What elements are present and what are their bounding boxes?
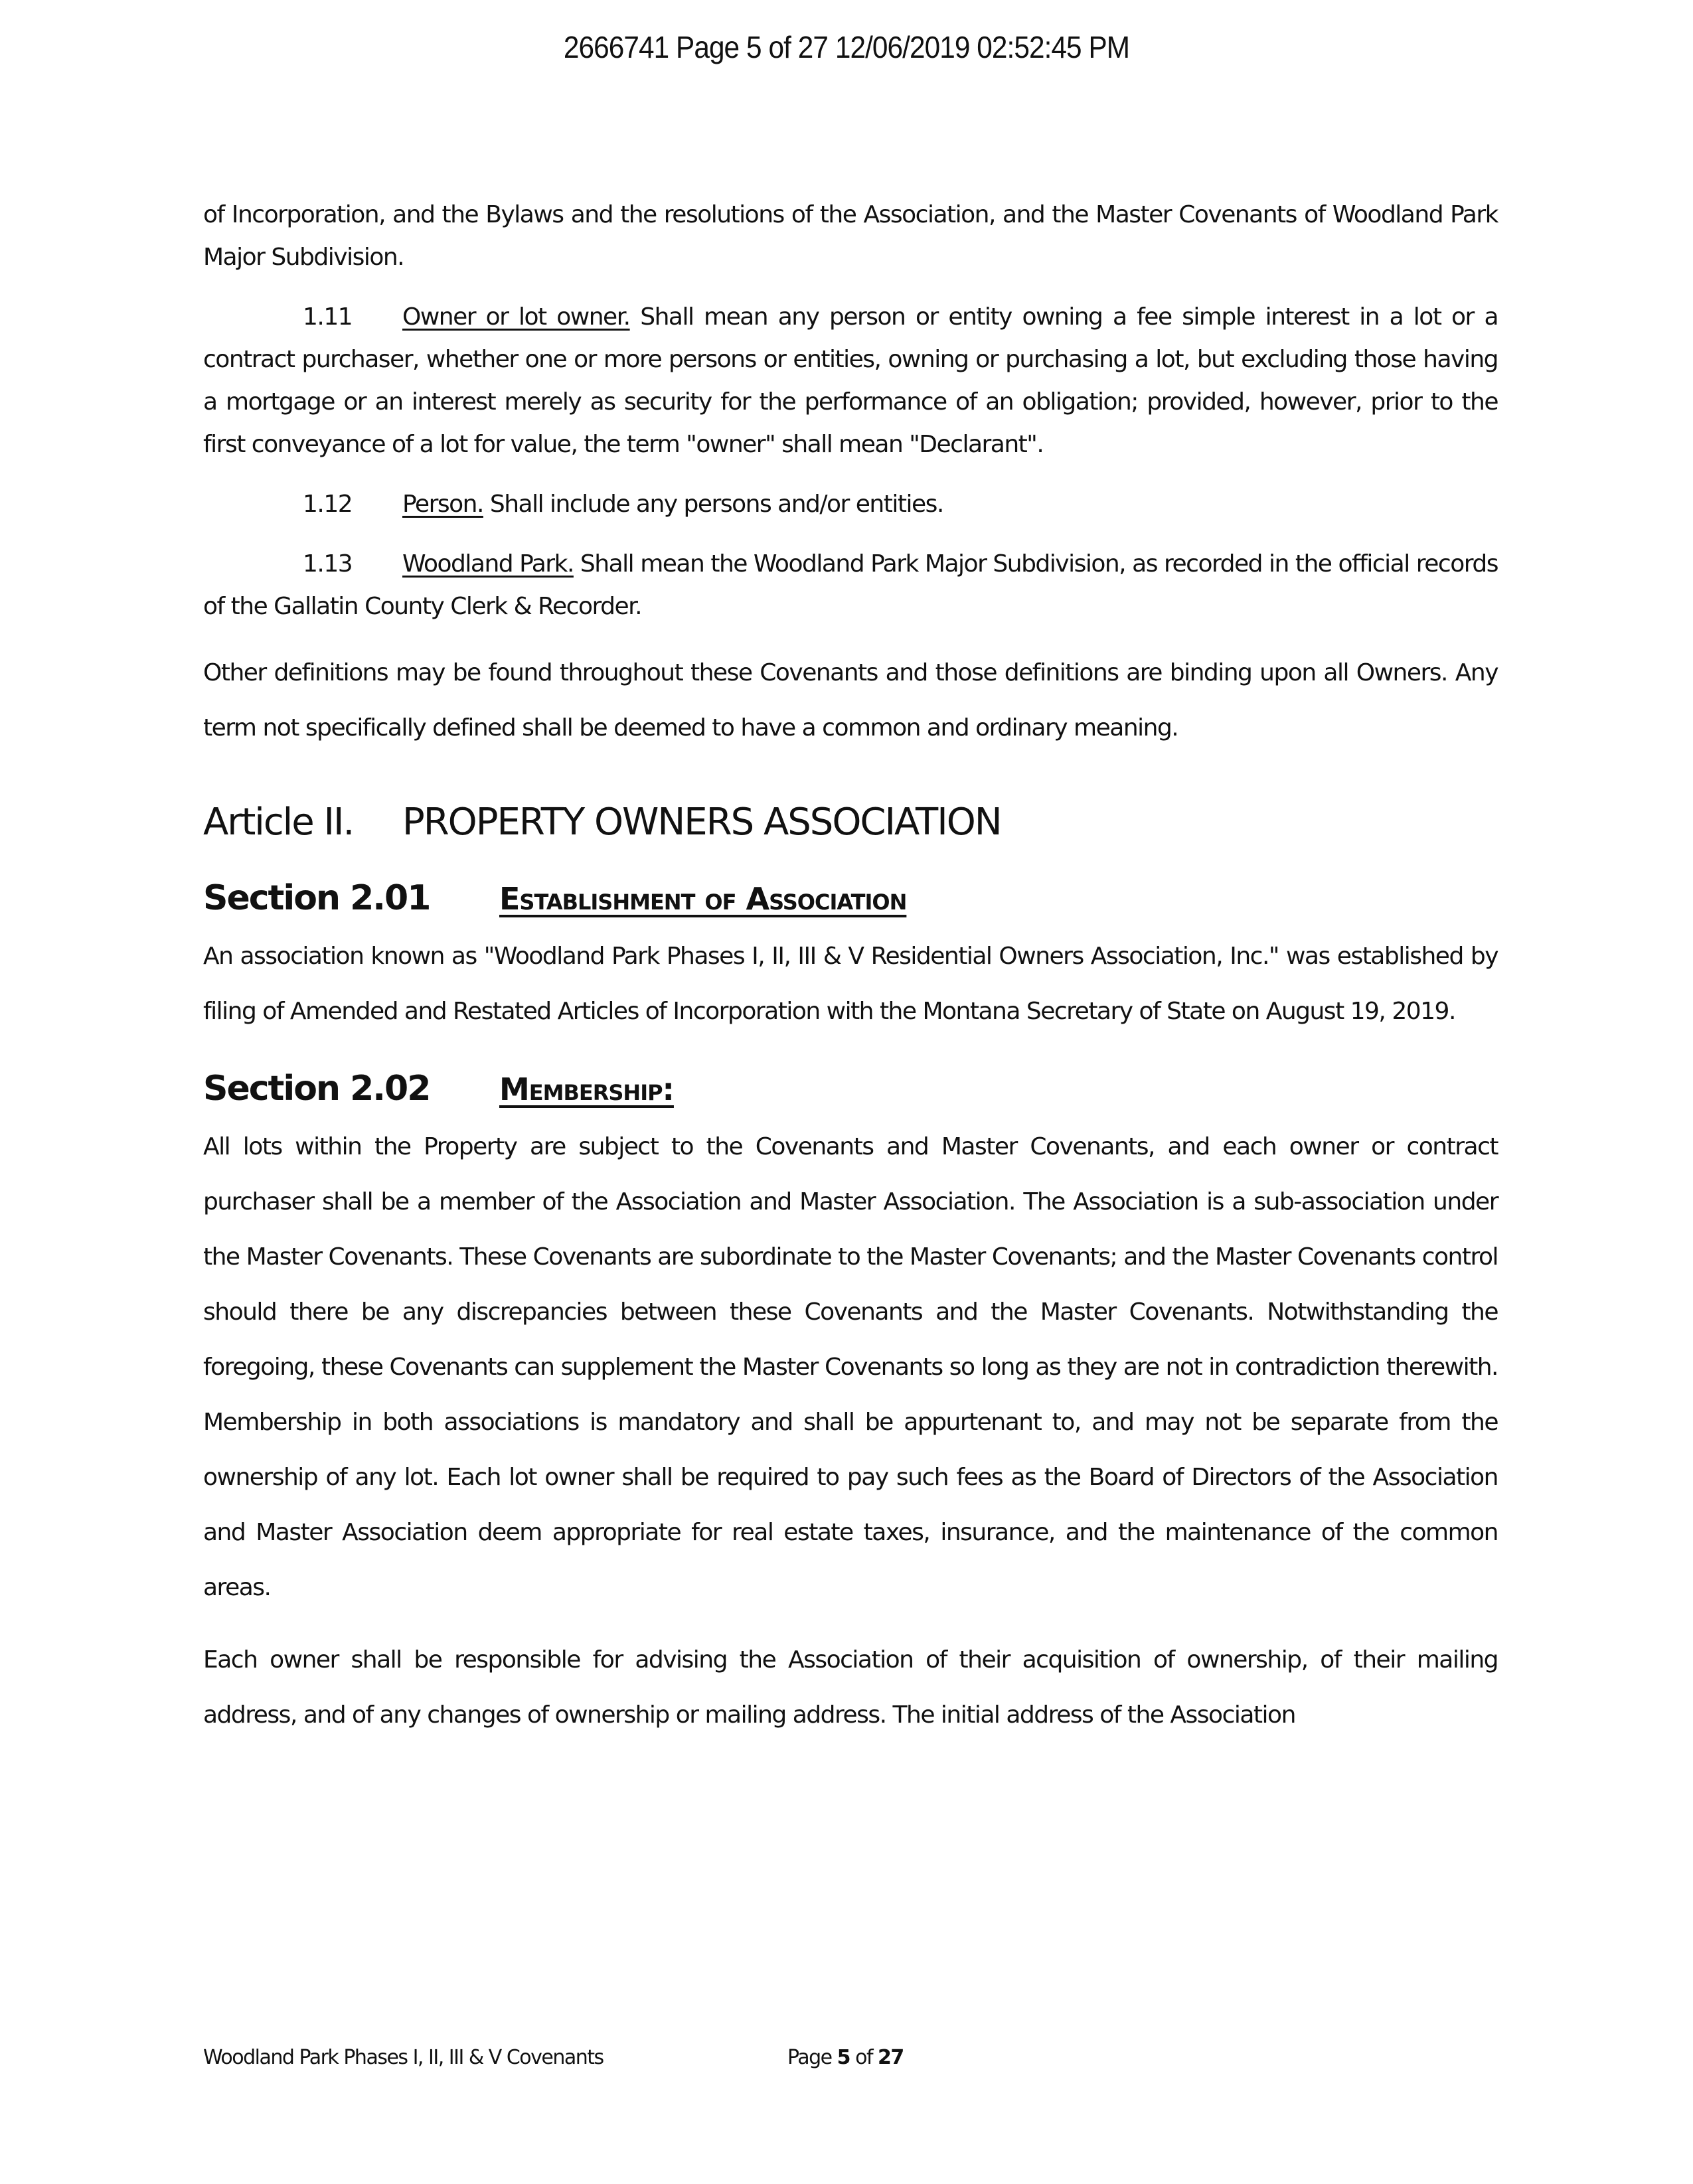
- section-number: Section 2.02: [203, 1069, 430, 1109]
- section-2-01-heading: [203, 875, 1498, 922]
- recording-stamp: 2666741 Page 5 of 27 12/06/2019 02:52:45 PM: [563, 30, 1130, 64]
- section-number: Section 2.01: [203, 878, 430, 918]
- definition-1-12: [203, 483, 1498, 526]
- definition-text: Shall mean the Woodland Park Major Subdivision, as recorded in the official records of the Gallatin County Clerk & Recorder.: [203, 550, 1498, 620]
- section-2-02-paragraph-1: All lots within the Property are subject to the Covenants and Master Covenants, and each owner or contract purchaser shall be a member of the Association and Master Association. The Association is a sub-association under the Master Covenants. These Covenants are subordinate to the Master Covenants; and the Master Covenants control should there be any discrepancies between these Covenants and the Master Covenants. Notwithstanding the foregoing, these Covenants can supplement the Master Covenants so long as they are not in contradiction therewith. Membership in both associations is mandatory and shall be appurtenant to, and may not be separate from the ownership of any lot. Each lot owner shall be required to pay such fees as the Board of Directors of the Association and Master Association deem appropriate for real estate taxes, insurance, and the maintenance of the common areas.: [203, 1133, 1498, 1601]
- article-title: PROPERTY OWNERS ASSOCIATION: [402, 801, 1001, 844]
- definition-1-13: [203, 543, 1498, 628]
- section-2-02-paragraph-2: Each owner shall be responsible for advising the Association of their acquisition of ownership, of their mailing address, and of any changes of ownership or mailing address. The initial address of the Association: [203, 1646, 1498, 1729]
- section-2-02-heading: [203, 1065, 1498, 1113]
- footer-current-page: 5: [837, 2046, 850, 2069]
- definition-number: 1.11: [303, 303, 353, 331]
- footer-total-pages: 27: [878, 2046, 904, 2069]
- article-label: Article II.: [203, 801, 354, 844]
- section-title: Establishment of Association: [499, 881, 907, 917]
- footer-page-prefix: Page: [787, 2046, 837, 2069]
- document-page: [203, 194, 1498, 1743]
- continuation-paragraph: of Incorporation, and the Bylaws and the resolutions of the Association, and the Master Covenants of Woodland Park Major Subdivision.: [203, 201, 1498, 271]
- article-heading: [203, 799, 1498, 846]
- definition-number: 1.13: [303, 550, 353, 578]
- definition-term: Woodland Park.: [402, 550, 574, 578]
- definition-text: Shall include any persons and/or entities.: [483, 491, 943, 518]
- section-2-01-paragraph: An association known as "Woodland Park Phases I, II, III & V Residential Owners Association, Inc." was established by filing of Amended and Restated Articles of Incorporation with the Montana Secretary of State on August 19, 2019.: [203, 943, 1498, 1025]
- page-footer: [203, 2046, 904, 2069]
- definition-term: Owner or lot owner.: [402, 303, 630, 331]
- definition-term: Person.: [402, 491, 483, 518]
- definition-1-11: [203, 296, 1498, 466]
- footer-page-number: [787, 2046, 904, 2069]
- section-title: Membership:: [499, 1071, 674, 1107]
- footer-document-title: Woodland Park Phases I, II, III & V Covenants: [203, 2046, 604, 2069]
- definition-number: 1.12: [303, 491, 353, 518]
- other-definitions-paragraph: Other definitions may be found throughout these Covenants and those definitions are binding upon all Owners. Any term not specifically defined shall be deemed to have a common and ordinary meaning.: [203, 659, 1498, 741]
- definition-text: Shall mean any person or entity owning a fee simple interest in a lot or a contract purchaser, whether one or more persons or entities, owning or purchasing a lot, but excluding those having a mortgage or an interest merely as security for the performance of an obligation; provided, however, prior to the first conveyance of a lot for value, the term "owner" shall mean "Declarant".: [203, 303, 1498, 458]
- footer-page-of: of: [850, 2046, 878, 2069]
